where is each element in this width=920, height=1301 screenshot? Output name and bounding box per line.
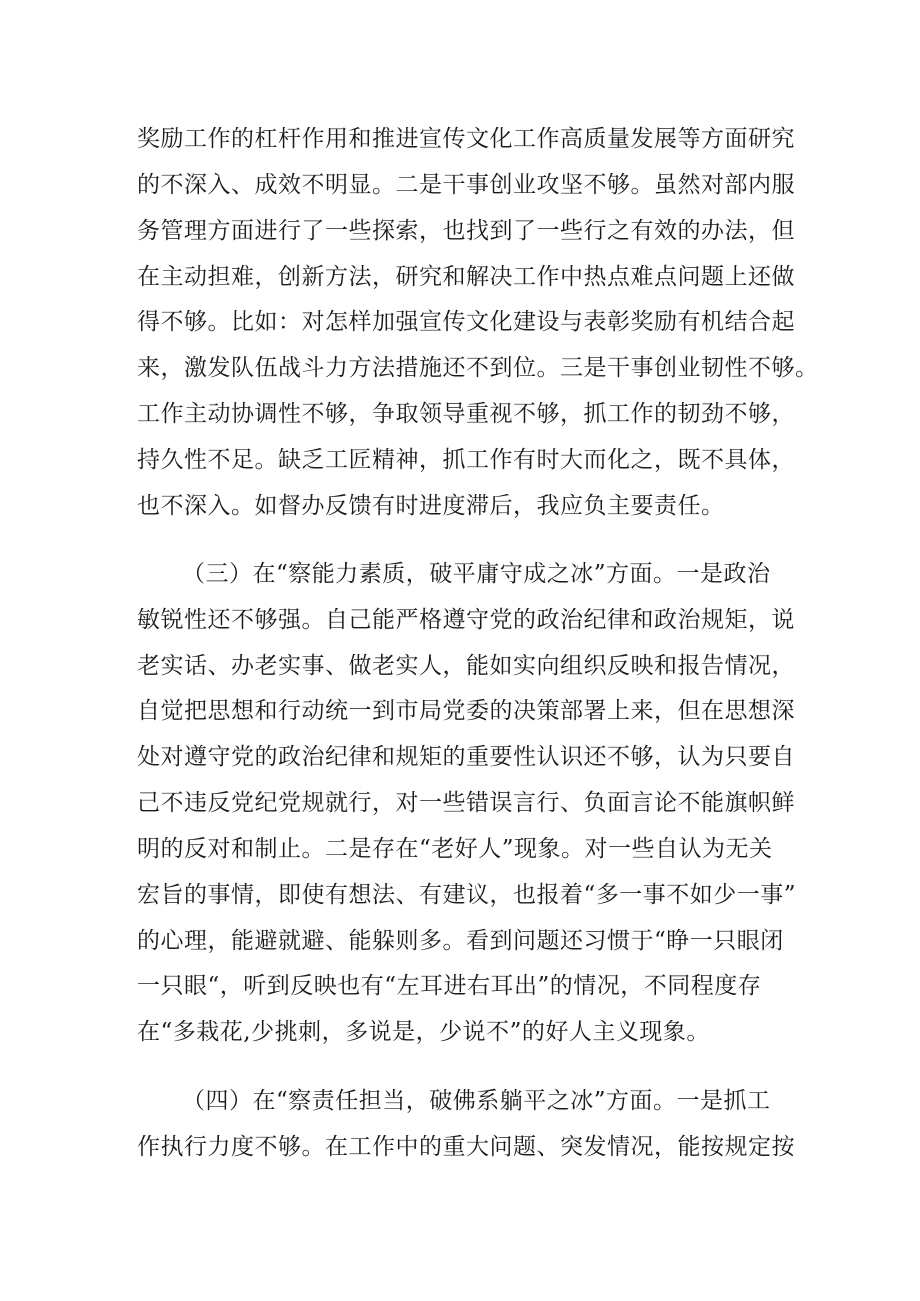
- paragraph-line: 工作主动协调性不够，争取领导重视不够，抓工作的韧劲不够，: [137, 401, 795, 427]
- paragraph-line: 自觉把思想和行动统一到市局党委的决策部署上来，但在思想深: [137, 698, 795, 724]
- paragraph-line: 在“多栽花,少挑刺，多说是，少说不”的好人主义现象。: [137, 1019, 710, 1045]
- paragraph-line: 得不够。比如：对怎样加强宣传文化建设与表彰奖励有机结合起: [137, 309, 795, 335]
- paragraph-line: 在主动担难，创新方法，研究和解决工作中热点难点问题上还做: [137, 264, 795, 290]
- paragraph-line: 的心理，能避就避、能躲则多。看到问题还习惯于“睁一只眼闭: [137, 928, 784, 954]
- paragraph-line: 持久性不足。缺乏工匠精神，抓工作有时大而化之，既不具体，: [137, 447, 795, 473]
- paragraph-line: 务管理方面进行了一些探索，也找到了一些行之有效的办法，但: [137, 218, 795, 244]
- paragraph-line: 己不违反党纪党规就行，对一些错误言行、负面言论不能旗帜鲜: [137, 790, 795, 816]
- section-heading-line: （三）在“察能力素质，破平庸守成之冰”方面。一是政治: [182, 561, 771, 587]
- paragraph-line: 作执行力度不够。在工作中的重大问题、突发情况，能按规定按: [137, 1134, 795, 1160]
- paragraph-line: 的不深入、成效不明显。二是干事创业攻坚不够。虽然对部内服: [137, 172, 795, 198]
- paragraph-line: 敏锐性还不够强。自己能严格遵守党的政治纪律和政治规矩，说: [137, 607, 795, 633]
- paragraph-line: 也不深入。如督办反馈有时进度滞后，我应负主要责任。: [137, 493, 725, 519]
- paragraph-line: 处对遵守党的政治纪律和规矩的重要性认识还不够，认为只要自: [137, 744, 795, 770]
- paragraph-line: 明的反对和制止。二是存在“老好人”现象。对一些自认为无关: [137, 836, 773, 862]
- paragraph-line: 来，激发队伍战斗力方法措施还不到位。三是干事创业韧性不够。: [137, 355, 819, 381]
- paragraph-line: 一只眼“，听到反映也有“左耳进右耳出”的情况，不同程度存: [137, 973, 762, 999]
- paragraph-line: 宏旨的事情，即使有想法、有建议，也报着“多一事不如少一事”: [137, 882, 797, 908]
- paragraph-line: 老实话、办老实事、做老实人，能如实向组织反映和报告情况，: [137, 653, 795, 679]
- paragraph-line: 奖励工作的杠杆作用和推进宣传文化工作高质量发展等方面研究: [137, 126, 795, 152]
- section-heading-line: （四）在“察责任担当，破佛系躺平之冰”方面。一是抓工: [182, 1088, 771, 1114]
